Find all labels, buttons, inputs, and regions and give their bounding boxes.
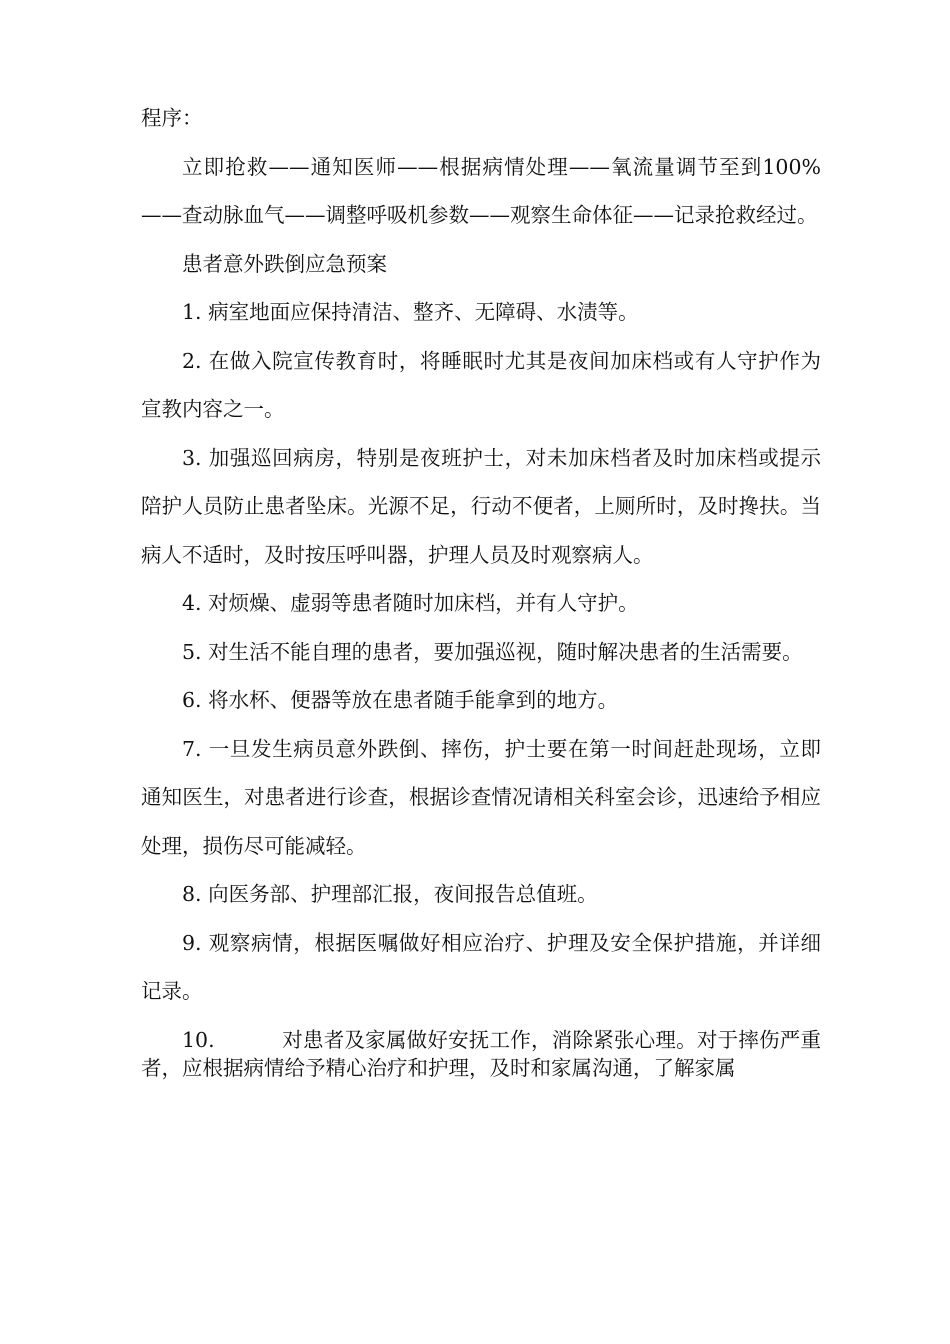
list-item-3: 3. 加强巡回病房，特别是夜班护士，对未加床档者及时加床档或提示陪护人员防止患者坠床。光源不足，行动不便者，上厕所时，及时搀扶。当病人不适时，及时按压呼叫器，护理人员及时观察病人。 [141, 445, 821, 567]
list-item-4: 4. 对烦燥、虚弱等患者随时加床档，并有人守护。 [182, 591, 639, 615]
program-steps: 立即抢救——通知医师——根据病情处理——氧流量调节至到100%——查动脉血气——调整呼吸机参数——观察生命体征——记录抢救经过。 [141, 154, 821, 227]
list-item-6: 6. 将水杯、便器等放在患者随手能拿到的地方。 [182, 688, 619, 712]
list-item-2: 2. 在做入院宣传教育时，将睡眠时尤其是夜间加床档或有人守护作为宣教内容之一。 [141, 348, 821, 421]
list-item-10 [141, 1026, 821, 1082]
list-item-1: 1. 病室地面应保持清洁、整齐、无障碍、水渍等。 [182, 300, 639, 324]
list-item-5: 5. 对生活不能自理的患者，要加强巡视，随时解决患者的生活需要。 [182, 639, 803, 664]
list-item-8: 8. 向医务部、护理部汇报，夜间报告总值班。 [182, 882, 598, 906]
section-title: 患者意外跌倒应急预案 [182, 251, 387, 276]
document-body [141, 94, 821, 1082]
list-item-10-text: 对患者及家属做好安抚工作，消除紧张心理。对于摔伤严重者，应根据病情给予精心治疗和护理，及时和家属沟通，了解家属 [141, 1027, 821, 1080]
list-item-9: 9. 观察病情，根据医嘱做好相应治疗、护理及安全保护措施，并详细记录。 [141, 930, 821, 1003]
list-item-7: 7. 一旦发生病员意外跌倒、摔伤，护士要在第一时间赶赴现场，立即通知医生，对患者进行诊查，根据诊查情况请相关科室会诊，迅速给予相应处理，损伤尽可能减轻。 [141, 736, 821, 858]
list-item-10-number: 10. [182, 1027, 215, 1052]
program-label: 程序： [141, 106, 203, 130]
